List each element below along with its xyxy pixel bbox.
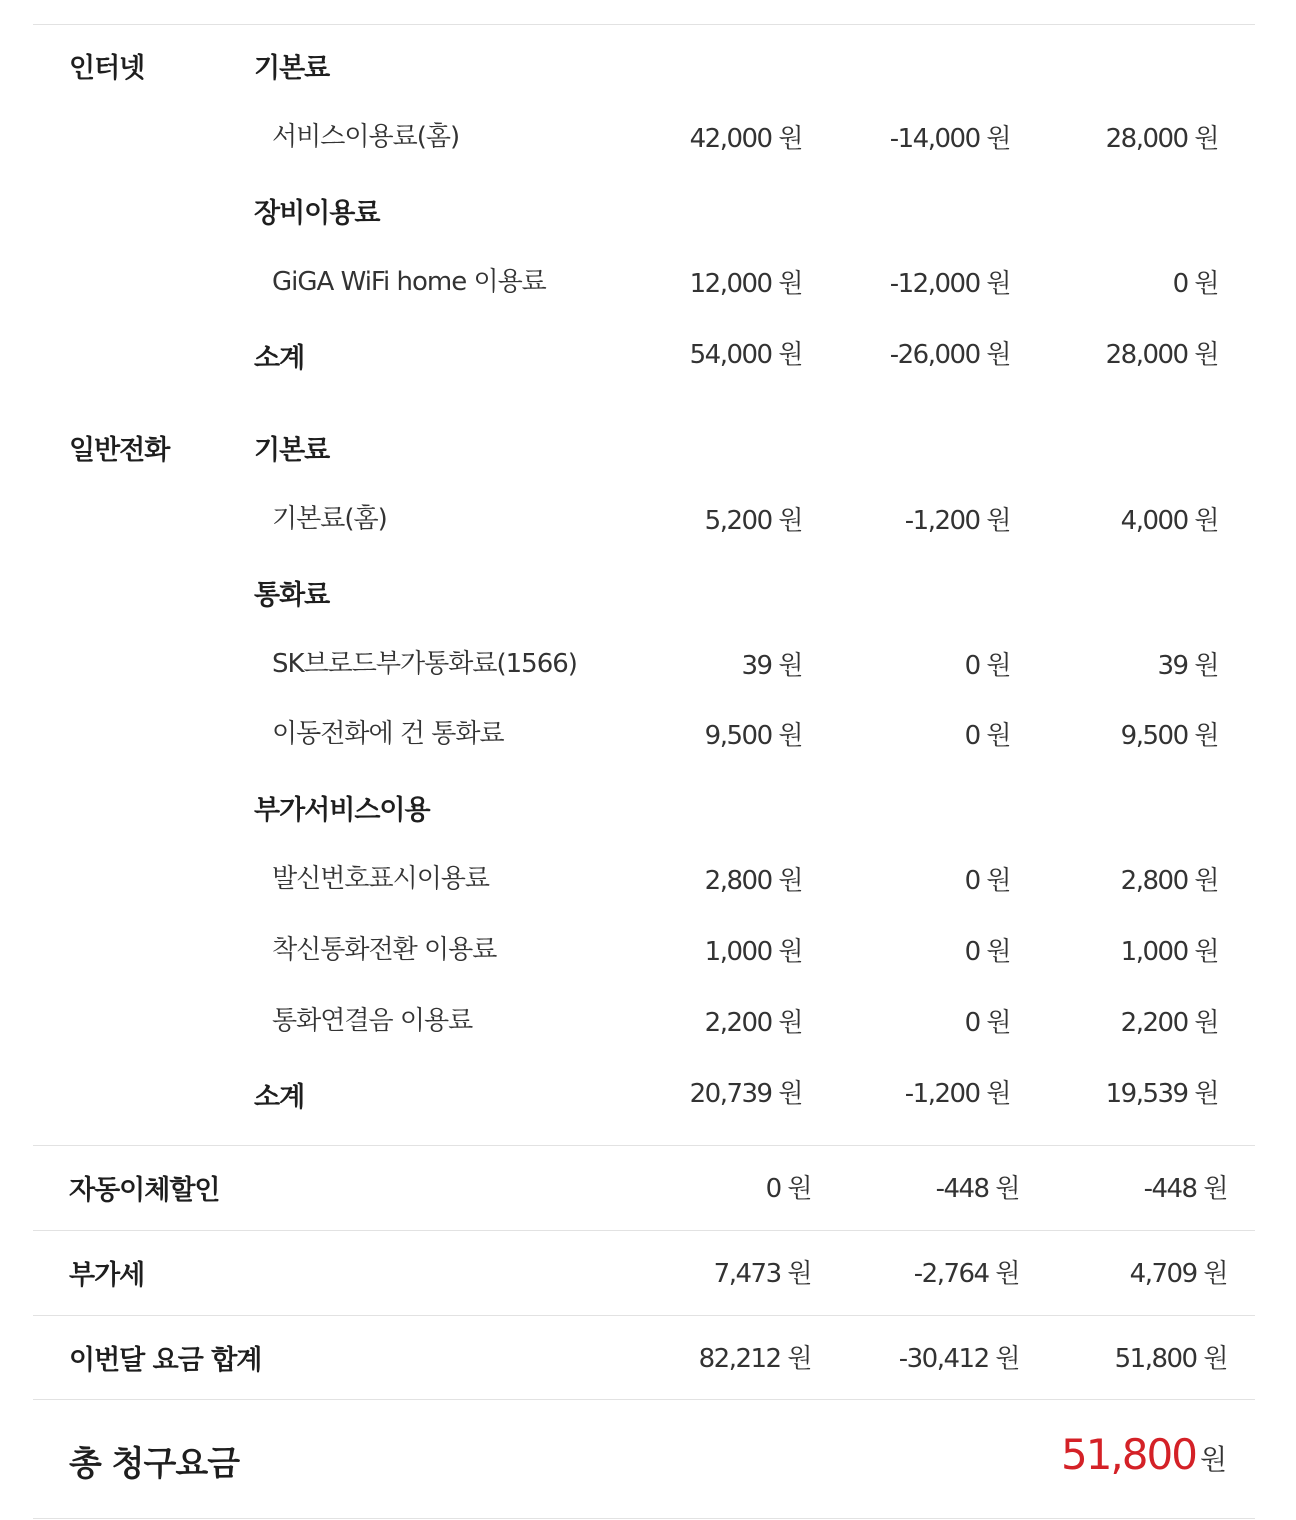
summary-label: 이번달 요금 합계 xyxy=(69,1345,262,1376)
item-name: 착신통화전환 이용료 xyxy=(272,935,497,965)
item-amount: 0 원 xyxy=(1172,269,1218,299)
summary-charge: 0 원 xyxy=(765,1174,811,1204)
subtotal-discount: -1,200 원 xyxy=(904,1079,1010,1109)
divider xyxy=(33,1145,1255,1146)
item-name: 발신번호표시이용료 xyxy=(272,864,490,894)
item-name: SK브로드부가통화료(1566) xyxy=(272,649,577,679)
summary-amount: -448 원 xyxy=(1143,1174,1227,1204)
total-unit: 원 xyxy=(1199,1443,1227,1476)
item-amount: 1,000 원 xyxy=(1120,937,1218,967)
group-title: 통화료 xyxy=(254,580,330,611)
group-title: 기본료 xyxy=(254,435,330,466)
item-discount: 0 원 xyxy=(964,937,1010,967)
item-amount: 2,800 원 xyxy=(1120,866,1218,896)
item-amount: 4,000 원 xyxy=(1120,506,1218,536)
subtotal-charge: 20,739 원 xyxy=(689,1079,802,1109)
total-label: 총 청구요금 xyxy=(69,1444,240,1484)
subtotal-discount: -26,000 원 xyxy=(889,340,1010,370)
bottom-divider xyxy=(33,1518,1255,1519)
item-charge: 39 원 xyxy=(741,651,802,681)
summary-discount: -448 원 xyxy=(935,1174,1019,1204)
group-title: 기본료 xyxy=(254,53,330,84)
subtotal-amount: 28,000 원 xyxy=(1105,340,1218,370)
item-charge: 42,000 원 xyxy=(689,124,802,154)
category-label: 일반전화 xyxy=(69,435,170,466)
divider xyxy=(33,1399,1255,1400)
item-discount: 0 원 xyxy=(964,651,1010,681)
item-amount: 39 원 xyxy=(1157,651,1218,681)
item-discount: -12,000 원 xyxy=(889,269,1010,299)
item-charge: 9,500 원 xyxy=(704,721,802,751)
summary-discount: -2,764 원 xyxy=(913,1259,1019,1289)
item-name: 이동전화에 건 통화료 xyxy=(272,719,504,749)
group-title: 장비이용료 xyxy=(254,198,380,229)
item-name: 서비스이용료(홈) xyxy=(272,122,460,152)
group-title: 부가서비스이용 xyxy=(254,795,430,826)
item-discount: 0 원 xyxy=(964,721,1010,751)
item-amount: 28,000 원 xyxy=(1105,124,1218,154)
item-discount: 0 원 xyxy=(964,866,1010,896)
summary-label: 자동이체할인 xyxy=(69,1175,220,1206)
total-value: 51,800 xyxy=(1060,1430,1196,1479)
item-amount: 2,200 원 xyxy=(1120,1008,1218,1038)
subtotal-label: 소계 xyxy=(254,1082,305,1113)
item-discount: 0 원 xyxy=(964,1008,1010,1038)
item-name: GiGA WiFi home 이용료 xyxy=(272,267,546,297)
item-charge: 1,000 원 xyxy=(704,937,802,967)
subtotal-amount: 19,539 원 xyxy=(1105,1079,1218,1109)
item-name: 통화연결음 이용료 xyxy=(272,1006,473,1036)
item-name: 기본료(홈) xyxy=(272,504,387,534)
summary-amount: 4,709 원 xyxy=(1129,1259,1227,1289)
divider xyxy=(33,1230,1255,1231)
subtotal-label: 소계 xyxy=(254,343,305,374)
item-charge: 2,200 원 xyxy=(704,1008,802,1038)
item-charge: 5,200 원 xyxy=(704,506,802,536)
item-charge: 12,000 원 xyxy=(689,269,802,299)
summary-discount: -30,412 원 xyxy=(898,1344,1019,1374)
item-charge: 2,800 원 xyxy=(704,866,802,896)
item-discount: -14,000 원 xyxy=(889,124,1010,154)
item-amount: 9,500 원 xyxy=(1120,721,1218,751)
subtotal-charge: 54,000 원 xyxy=(689,340,802,370)
category-label: 인터넷 xyxy=(69,53,145,84)
divider xyxy=(33,1315,1255,1316)
top-divider xyxy=(33,24,1255,25)
item-discount: -1,200 원 xyxy=(904,506,1010,536)
total-amount xyxy=(1061,1430,1227,1479)
summary-charge: 82,212 원 xyxy=(698,1344,811,1374)
summary-amount: 51,800 원 xyxy=(1114,1344,1227,1374)
summary-label: 부가세 xyxy=(69,1260,145,1291)
summary-charge: 7,473 원 xyxy=(713,1259,811,1289)
